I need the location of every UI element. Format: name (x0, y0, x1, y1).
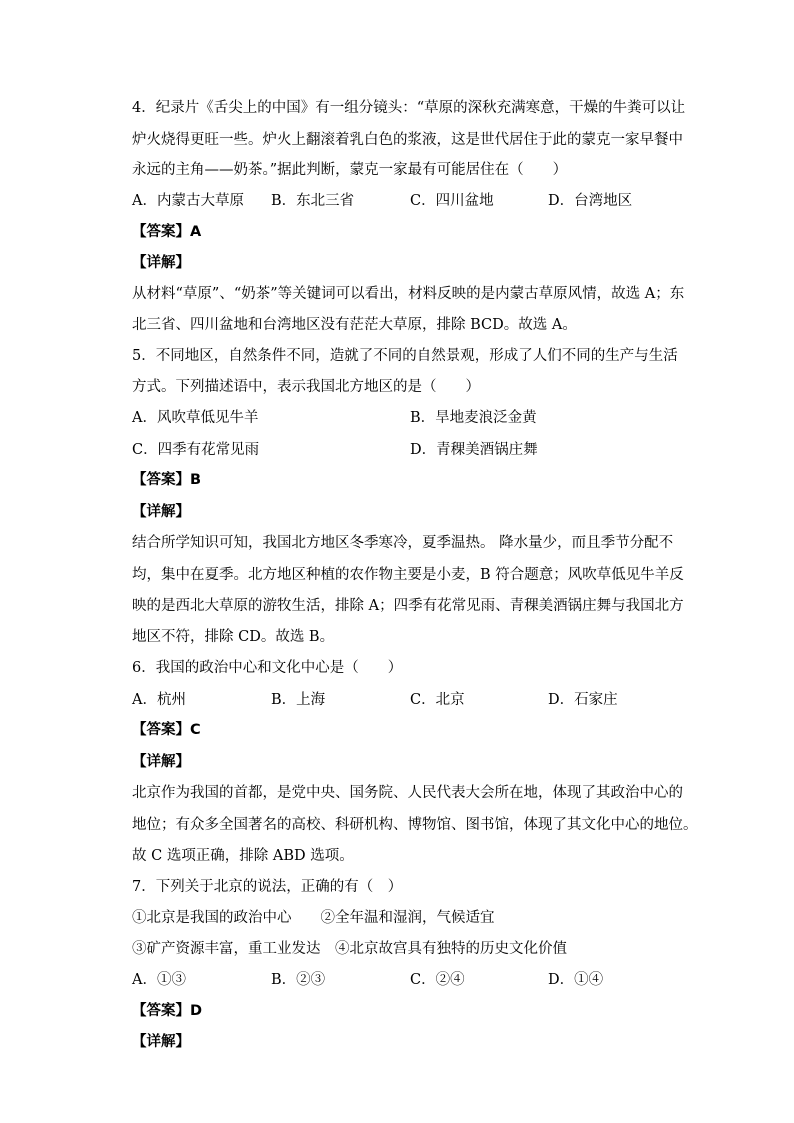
q7-option-c: C．②④ (410, 972, 465, 988)
q4-answer: 【答案】A (132, 224, 202, 240)
q5-option-a: A．风吹草低见牛羊 (132, 410, 259, 426)
q6-option-c: C．北京 (410, 692, 465, 708)
q4-stem-line-3: 永远的主角——奶茶。”据此判断，蒙克一家最有可能居住在（ ） (132, 162, 568, 178)
q5-detail-line-2: 均，集中在夏季。北方地区种植的农作物主要是小麦，B 符合题意；风吹草低见牛羊反 (132, 567, 684, 583)
q4-option-a: A．内蒙古大草原 (132, 193, 244, 209)
q5-option-d: D．青稞美酒锅庄舞 (410, 442, 538, 458)
q5-answer: 【答案】B (132, 472, 202, 488)
q5-detail-line-4: 地区不符，排除 CD。故选 B。 (132, 629, 335, 645)
q5-option-c: C．四季有花常见雨 (132, 442, 260, 458)
q7-statement-line-2: ③矿产资源丰富，重工业发达 ④北京故宫具有独特的历史文化价值 (132, 941, 567, 957)
q4-option-b: B．东北三省 (271, 193, 355, 209)
q4-detail-line-1: 从材料“草原”、“奶茶”等关键词可以看出，材料反映的是内蒙古草原风情，故选 A；东 (132, 286, 685, 302)
q5-detail-line-1: 结合所学知识可知，我国北方地区冬季寒冷，夏季温热。 降水量少，而且季节分配不 (132, 535, 674, 551)
q6-option-d: D．石家庄 (548, 692, 618, 708)
q7-option-b: B．②③ (271, 972, 326, 988)
q6-detail-line-3: 故 C 选项正确，排除 ABD 选项。 (132, 848, 354, 864)
q6-option-a: A．杭州 (132, 692, 186, 708)
q6-answer: 【答案】C (132, 722, 201, 738)
q4-stem-line-2: 炉火烧得更旺一些。炉火上翻滚着乳白色的浆液，这是世代居住于此的蒙克一家早餐中 (132, 132, 683, 148)
q4-option-c: C．四川盆地 (410, 193, 494, 209)
q6-detail-line-1: 北京作为我国的首都，是党中央、国务院、人民代表大会所在地，体现了其政治中心的 (132, 785, 683, 801)
q5-stem-line-1: 5．不同地区，自然条件不同，造就了不同的自然景观，形成了人们不同的生产与生活 (132, 348, 678, 364)
q7-option-a: A．①③ (132, 972, 186, 988)
q4-detail-label: 【详解】 (132, 255, 190, 271)
q6-detail-label: 【详解】 (132, 754, 190, 770)
q5-stem-line-2: 方式。下列描述语中，表示我国北方地区的是（ ） (132, 379, 480, 395)
q7-stem-line-1: 7．下列关于北京的说法，正确的有（ ） (132, 879, 403, 895)
q6-option-b: B．上海 (271, 692, 326, 708)
q7-statement-line-1: ①北京是我国的政治中心 ②全年温和湿润，气候适宜 (132, 910, 495, 926)
q7-answer: 【答案】D (132, 1003, 203, 1019)
q5-detail-label: 【详解】 (132, 504, 190, 520)
q4-detail-line-2: 北三省、四川盆地和台湾地区没有茫茫大草原，排除 BCD。故选 A。 (132, 317, 577, 333)
q7-option-d: D．①④ (548, 972, 604, 988)
q6-stem-line-1: 6．我国的政治中心和文化中心是（ ） (132, 660, 403, 676)
q7-detail-label: 【详解】 (132, 1034, 190, 1050)
q5-option-b: B．旱地麦浪泛金黄 (410, 410, 537, 426)
q6-detail-line-2: 地位；有众多全国著名的高校、科研机构、博物馆、图书馆，体现了其文化中心的地位。 (132, 817, 698, 833)
q4-option-d: D．台湾地区 (548, 193, 633, 209)
q4-stem-line-1: 4．纪录片《舌尖上的中国》有一组分镜头：“草原的深秋充满寒意，干燥的牛粪可以让 (132, 100, 686, 116)
q5-detail-line-3: 映的是西北大草原的游牧生活，排除 A；四季有花常见雨、青稞美酒锅庄舞与我国北方 (132, 598, 684, 614)
